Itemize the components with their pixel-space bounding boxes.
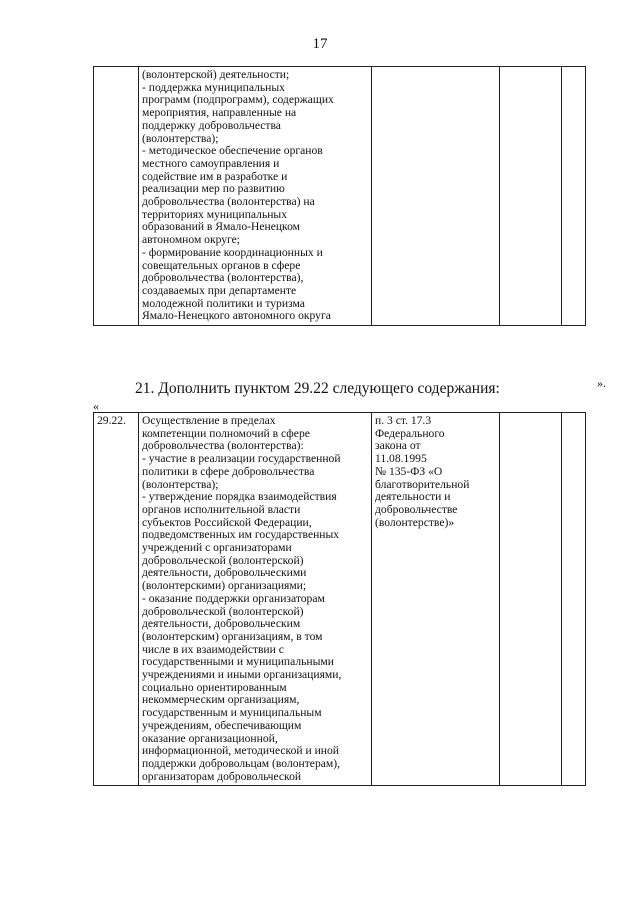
text-line: реализации мер по развитию: [142, 182, 285, 196]
content-text: [142, 415, 368, 783]
text-line: подведомственных им государственных: [142, 528, 340, 542]
table-row: [94, 413, 586, 786]
text-line: учреждений с организаторами: [142, 541, 292, 555]
text-line: - поддержка муниципальных: [142, 80, 285, 94]
text-line: местного самоуправления и: [142, 156, 280, 170]
text-line: мероприятия, направленные на: [142, 106, 297, 120]
text-line: компетенции полномочий в сфере: [142, 426, 310, 440]
text-line: органов исполнительной власти: [142, 502, 301, 516]
text-line: учреждениями и иными организациями,: [142, 668, 342, 682]
amendment-table: [93, 412, 586, 786]
section-heading: 21. Дополнить пунктом 29.22 следующего содержания:: [135, 380, 500, 397]
text-line: (волонтерской) деятельности;: [142, 68, 290, 81]
empty-cell: [500, 413, 562, 786]
text-line: добровольчества (волонтерства):: [142, 439, 304, 453]
text-line: (волонтерским) организациям, в том: [142, 629, 323, 643]
text-line: молодежной политики и туризма: [142, 296, 305, 310]
text-line: некоммерческим организациям,: [142, 693, 300, 707]
opening-quote: «: [93, 399, 99, 413]
table-row: [94, 67, 586, 326]
legal-basis-cell: [372, 67, 500, 326]
text-line: субъектов Российской Федерации,: [142, 515, 312, 529]
text-line: 11.08.1995: [375, 452, 427, 466]
text-line: информационной, методической и иной: [142, 744, 339, 758]
text-line: добровольчества (волонтерства),: [142, 271, 304, 285]
text-line: (волонтерства);: [142, 131, 219, 145]
text-line: деятельности, добровольческими: [142, 566, 307, 580]
text-line: благотворительной: [375, 477, 470, 491]
text-line: № 135-ФЗ «О: [375, 464, 443, 478]
text-line: добровольческой (волонтерской): [142, 553, 304, 567]
text-line: - оказание поддержки организаторам: [142, 591, 325, 605]
content-cell: [139, 67, 372, 326]
text-line: автономном округе;: [142, 233, 241, 247]
text-line: - утверждение порядка взаимодействия: [142, 490, 337, 504]
empty-cell: [500, 67, 562, 326]
text-line: Ямало-Ненецкого автономного округа: [142, 309, 331, 323]
text-line: совещательных органов в сфере: [142, 258, 301, 272]
continuation-table: [93, 66, 586, 326]
text-line: добровольчества (волонтерства) на: [142, 195, 315, 209]
text-line: программ (подпрограмм), содержащих: [142, 93, 334, 107]
text-line: деятельности, добровольческим: [142, 617, 301, 631]
item-number-cell: [94, 67, 139, 326]
text-line: (волонтерстве)»: [375, 515, 455, 529]
legal-basis-cell: [372, 413, 500, 786]
text-line: политики в сфере добровольчества: [142, 464, 315, 478]
content-cell: [139, 413, 372, 786]
text-line: содействие им в разработке и: [142, 169, 288, 183]
page-number: 17: [312, 36, 328, 52]
text-line: Федерального: [375, 426, 445, 440]
text-line: создаваемых при департаменте: [142, 283, 297, 297]
content-text: [142, 69, 368, 323]
text-line: добровольчестве: [375, 502, 458, 516]
empty-cell: [562, 413, 586, 786]
text-line: государственными и муниципальными: [142, 655, 334, 669]
text-line: территориях муниципальных: [142, 207, 288, 221]
empty-cell: [562, 67, 586, 326]
text-line: организаторам добровольческой: [142, 769, 302, 783]
item-number-cell: 29.22.: [94, 413, 139, 786]
text-line: - формирование координационных и: [142, 245, 323, 259]
text-line: учреждениям, обеспечивающим: [142, 718, 302, 732]
text-line: добровольческой (волонтерской): [142, 604, 304, 618]
text-line: поддержку добровольчества: [142, 118, 281, 132]
text-line: образований в Ямало-Ненецком: [142, 220, 301, 234]
text-line: закона от: [375, 439, 421, 453]
text-line: поддержки добровольцам (волонтерам),: [142, 756, 340, 770]
text-line: (волонтерства);: [142, 477, 219, 491]
text-line: социально ориентированным: [142, 680, 287, 694]
text-line: п. 3 ст. 17.3: [375, 414, 432, 427]
text-line: (волонтерскими) организациями;: [142, 579, 307, 593]
text-line: - методическое обеспечение органов: [142, 144, 323, 158]
text-line: числе в их взаимодействии с: [142, 642, 284, 656]
text-line: Осуществление в пределах: [142, 414, 276, 427]
text-line: оказание организационной,: [142, 731, 278, 745]
legal-basis-text: [375, 415, 496, 529]
text-line: - участие в реализации государственной: [142, 452, 341, 466]
text-line: деятельности и: [375, 490, 451, 504]
text-line: государственным и муниципальным: [142, 706, 322, 720]
closing-quote: ».: [597, 376, 606, 390]
